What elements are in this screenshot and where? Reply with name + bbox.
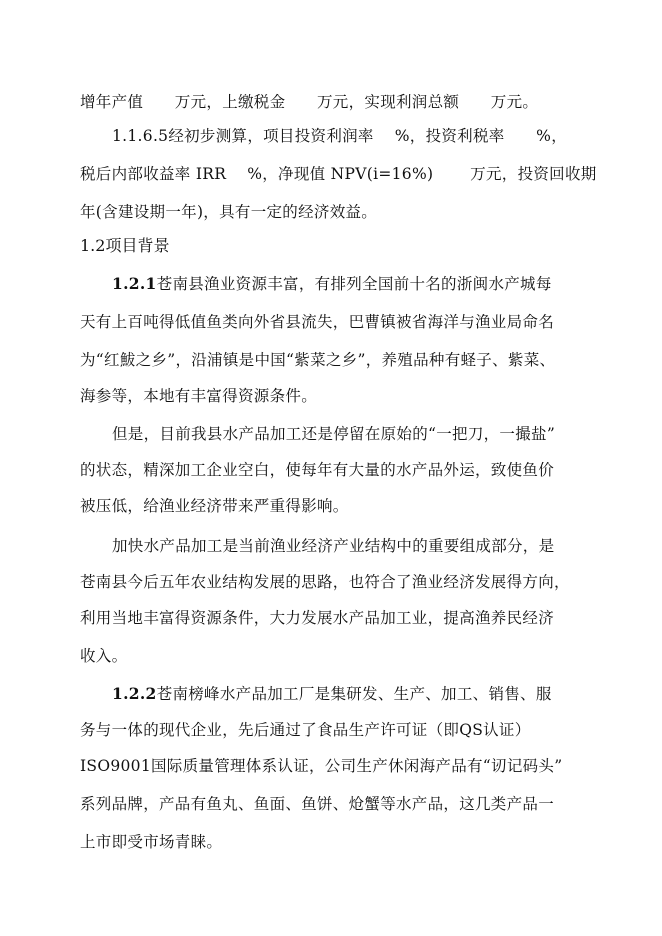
paragraph-line: 苍南县今后五年农业结构发展的思路，也符合了渔业经济发展得方向， [80, 573, 570, 591]
paragraph-line [112, 684, 552, 704]
paragraph-line [112, 274, 552, 294]
section-heading: 1.2项目背景 [80, 236, 170, 255]
text-line: 1.1.6.5经初步测算，项目投资利润率 %，投资利税率 %， [112, 127, 568, 145]
paragraph-line: 海参等，本地有丰富得资源条件。 [80, 387, 318, 405]
clause-number: 1.2.1 [112, 274, 157, 293]
paragraph-line: ISO9001国际质量管理体系认证，公司生产休闲海产品有“讱记码头” [80, 757, 563, 775]
paragraph-line: 为“红鮁之乡”，沿浦镇是中国“紫菜之乡”，养殖品种有蛏子、紫菜、 [80, 351, 556, 369]
paragraph-line: 务与一体的现代企业，先后通过了食品生产许可证（即QS认证） [80, 721, 531, 739]
paragraph-line: 天有上百吨得低值鱼类向外省县流失，巴曹镇被省海洋与渔业局命名 [80, 313, 555, 331]
paragraph-line: 被压低，给渔业经济带来严重得影响。 [80, 497, 349, 515]
paragraph-text: 苍南县渔业资源丰富，有排列全国前十名的浙闽水产城每 [156, 275, 552, 293]
text-line: 年(含建设期一年)，具有一定的经济效益。 [80, 203, 378, 221]
paragraph-line: 系列品牌，产品有鱼丸、鱼面、鱼饼、炝蟹等水产品，这几类产品一 [80, 795, 555, 813]
text-line: 税后内部收益率 IRR %，净现值 NPV(i=16%) 万元，投资回收期 [80, 165, 597, 183]
paragraph-line: 收入。 [80, 647, 128, 665]
paragraph-line: 利用当地丰富得资源条件，大力发展水产品加工业，提高渔养民经济 [80, 609, 555, 627]
paragraph-line: 的状态，精深加工企业空白，使每年有大量的水产品外运，致使鱼价 [80, 461, 555, 479]
clause-number: 1.2.2 [112, 684, 157, 703]
paragraph-line: 上市即受市场青睐。 [80, 833, 223, 851]
text-line: 增年产值 万元，上缴税金 万元，实现利润总额 万元。 [80, 93, 539, 111]
paragraph-line: 加快水产品加工是当前渔业经济产业结构中的重要组成部分，是 [112, 537, 555, 555]
paragraph-text: 苍南榜峰水产品加工厂是集研发、生产、加工、销售、服 [156, 685, 552, 703]
paragraph-line: 但是，目前我县水产品加工还是停留在原始的“一把刀，一撮盐” [112, 425, 556, 443]
